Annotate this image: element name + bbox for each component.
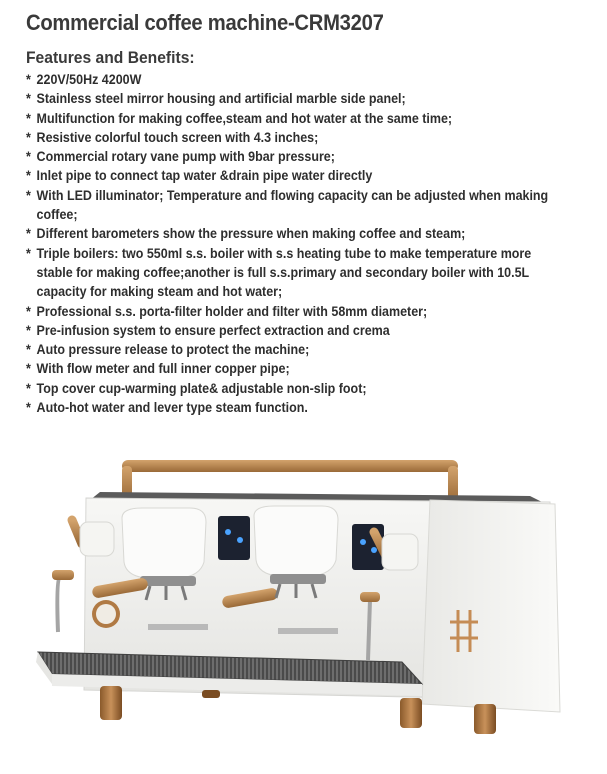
feature-text: Professional s.s. porta-filter holder and filter with 58mm diameter; [36,303,428,320]
feature-text: Stainless steel mirror housing and artificial marble side panel; [36,91,406,108]
bullet-star: * [26,342,31,359]
feature-item [26,399,554,418]
bullet-star: * [26,361,31,378]
bullet-star: * [26,168,31,185]
feature-text: With flow meter and full inner copper pipe; [36,361,290,378]
feature-item [26,360,554,379]
feature-item [26,90,554,109]
bullet-star: * [26,380,31,397]
feature-item [26,341,554,360]
feature-item [26,225,554,244]
bullet-star: * [26,187,31,204]
feature-text: Commercial rotary vane pump with 9bar pressure; [36,149,335,166]
feature-item [26,167,554,186]
feature-item [26,322,554,341]
feature-text: 220V/50Hz 4200W [36,72,142,88]
feature-text: Auto pressure release to protect the machine; [36,342,310,359]
feature-item [26,129,554,148]
features-list [26,71,554,418]
feature-item [26,148,554,167]
bullet-star: * [26,322,31,339]
bullet-star: * [26,129,31,146]
feature-text: Top cover cup-warming plate& adjustable non-slip foot; [36,380,367,397]
feature-text: Inlet pipe to connect tap water &drain pipe water directly [36,168,373,185]
bullet-star: * [26,72,31,88]
feature-item [26,187,554,226]
bullet-star: * [26,149,31,166]
bullet-star: * [26,110,31,127]
feature-item [26,380,554,399]
page-title: Commercial coffee machine-CRM3207 [26,10,384,35]
bullet-star: * [26,400,31,417]
bullet-star: * [26,91,31,108]
bullet-star: * [26,226,31,243]
feature-text: Triple boilers: two 550ml s.s. boiler with s.s heating tube to make temperature more stable for making coffee;another is full s.s.primary and secondary boiler with 10.5L capacity for making steam and hot water; [36,245,532,301]
touch-screen-left [218,516,250,560]
feature-text: Auto-hot water and lever type steam function. [36,400,308,417]
feature-text: Multifunction for making coffee,steam and hot water at the same time; [36,110,453,127]
feature-text: Pre-infusion system to ensure perfect extraction and crema [36,322,390,339]
feature-text: Resistive colorful touch screen with 4.3 inches; [36,129,319,146]
features-heading: Features and Benefits: [26,48,195,67]
bullet-star: * [26,245,31,262]
feature-text: With LED illuminator; Temperature and flowing capacity can be adjusted when making coffee; [36,187,549,224]
feature-text: Different barometers show the pressure when making coffee and steam; [36,226,466,243]
feature-item [26,303,554,322]
feature-item [26,110,554,129]
coffee-machine-image [30,452,590,772]
feature-item [26,71,554,90]
feature-item [26,245,554,303]
bullet-star: * [26,303,31,320]
